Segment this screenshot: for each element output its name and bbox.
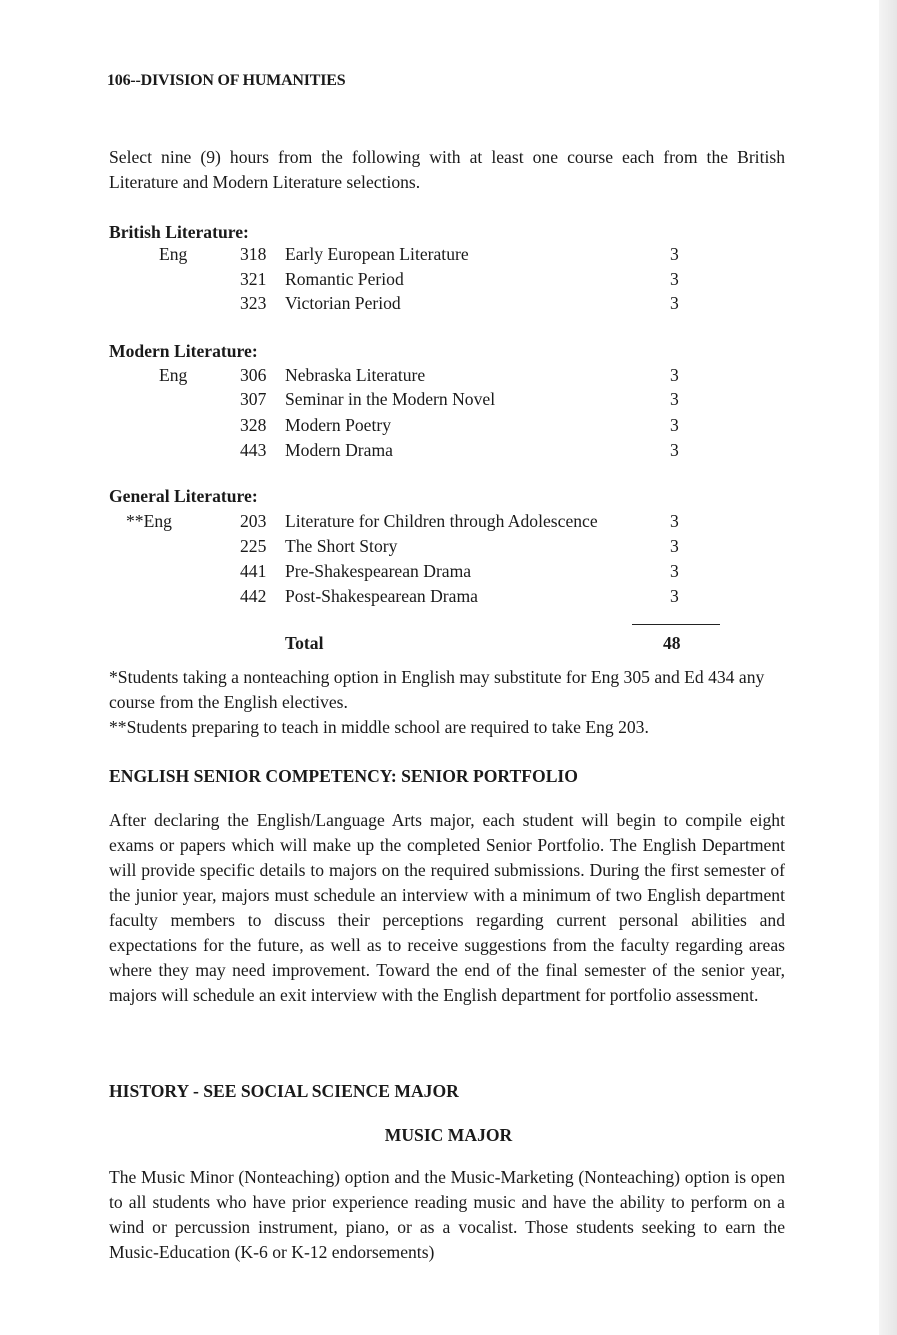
course-dept: **Eng [126, 511, 172, 531]
section-heading-modern: Modern Literature: [109, 341, 258, 361]
course-title: Early European Literature [285, 244, 469, 264]
course-title: Literature for Children through Adolescence [285, 511, 598, 531]
course-credits: 3 [670, 389, 679, 409]
course-title: Victorian Period [285, 293, 401, 313]
course-credits: 3 [670, 244, 679, 264]
course-number: 225 [240, 536, 267, 556]
footnote-middle-school: **Students preparing to teach in middle school are required to take Eng 203. [109, 717, 649, 737]
course-title: Post-Shakespearean Drama [285, 586, 478, 606]
footnote-substitution: *Students taking a nonteaching option in English may substitute for Eng 305 and Ed 434 any course from the English electives. [109, 667, 765, 712]
intro-paragraph: Select nine (9) hours from the following with at least one course each from the British Literature and Modern Literature selections. [109, 147, 785, 192]
course-credits: 3 [670, 536, 679, 556]
course-title: Seminar in the Modern Novel [285, 389, 496, 409]
course-number: 441 [240, 561, 267, 581]
course-title: The Short Story [285, 536, 398, 556]
course-credits: 3 [670, 586, 679, 606]
course-title: Modern Poetry [285, 415, 392, 435]
course-credits: 3 [670, 293, 679, 313]
course-credits: 3 [670, 561, 679, 581]
course-number: 307 [240, 389, 267, 409]
course-number: 443 [240, 440, 267, 460]
course-credits: 3 [670, 440, 679, 460]
course-dept: Eng [159, 365, 188, 385]
competency-paragraph: After declaring the English/Language Arts major, each student will begin to compile eight exams or papers which will make up the completed Senior Portfolio. The English Department will provide specific details to majors on the required submissions. During the first semester of the junior year, majors must schedule an interview with a minimum of two English department faculty members to discuss their perceptions regarding current personal abilities and expectations for the future, as well as to receive suggestions from the faculty regarding areas where they may need improvement. Toward the end of the final semester of the senior year, majors will schedule an exit interview with the English department for portfolio assessment. [109, 810, 785, 1005]
course-number: 321 [240, 269, 267, 289]
course-title: Pre-Shakespearean Drama [285, 561, 472, 581]
section-heading-british: British Literature: [109, 222, 249, 242]
course-number: 203 [240, 511, 267, 531]
course-title: Romantic Period [285, 269, 404, 289]
history-heading: HISTORY - SEE SOCIAL SCIENCE MAJOR [109, 1081, 459, 1101]
course-title: Modern Drama [285, 440, 393, 460]
total-label: Total [285, 633, 324, 653]
course-number: 318 [240, 244, 267, 264]
course-number: 442 [240, 586, 267, 606]
course-credits: 3 [670, 269, 679, 289]
course-credits: 3 [670, 365, 679, 385]
competency-heading: ENGLISH SENIOR COMPETENCY: SENIOR PORTFOLIO [109, 766, 578, 786]
course-credits: 3 [670, 511, 679, 531]
course-title: Nebraska Literature [285, 365, 426, 385]
course-credits: 3 [670, 415, 679, 435]
total-value: 48 [663, 633, 681, 653]
section-heading-general: General Literature: [109, 486, 258, 506]
total-rule [632, 624, 720, 625]
course-number: 328 [240, 415, 267, 435]
course-number: 323 [240, 293, 267, 313]
page-header: 106--DIVISION OF HUMANITIES [107, 72, 346, 89]
music-paragraph: The Music Minor (Nonteaching) option and the Music-Marketing (Nonteaching) option is open to all students who have prior experience reading music and have the ability to perform on a wind or percussion instrument, piano, or as a vocalist. Those students seeking to earn the Music-Education (K-6 or K-12 endorsements) [109, 1167, 785, 1262]
music-heading: MUSIC MAJOR [384, 1125, 513, 1145]
course-number: 306 [240, 365, 267, 385]
course-dept: Eng [159, 244, 188, 264]
